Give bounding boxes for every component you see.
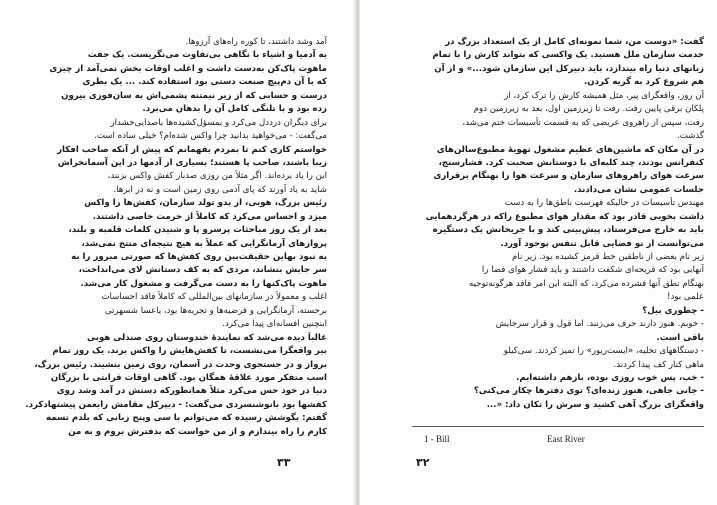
text-line: واقعگرای بزرگ آهی کشید و سرش را تکان داد: «... — [486, 399, 704, 410]
text-line: رئیس بزرگ، هوبی، از بدو تولد سازمان، کفش‌ها را واکس — [84, 198, 327, 209]
text-line: داشت بخوبی قادر بود که مقدار هوای مطبوع راکه در هرگردهمایی — [425, 211, 704, 222]
text-line: اغلب و معمولاً در سازمانهای بین‌المللی که کاملاً فاقد احساسات — [101, 292, 327, 303]
text-line: کارم را راه بیندازم و از من خواست که بدفترش بروم و به من — [68, 426, 327, 437]
text-line: آمد وشد داشتند، تا کوره راه‌های آرزو‌ها. — [185, 37, 327, 47]
text-line: باقی است. — [656, 332, 704, 343]
text-line: هم شروع کرد به گریه کردن. — [584, 77, 704, 88]
text-line: میزد و احساس می‌کرد که کاملاً از حرمت خاصی داشتند. — [92, 211, 327, 222]
text-line: غالباً دیده می‌شد که نمایندهٔ خندوستان روی صندلی هوبی — [87, 332, 327, 343]
footnote-term-east-river: East River — [547, 434, 585, 444]
text-line: باید به خارج می‌فرستاد، پیش‌بینی کند و با جریحانش یک دستگیره — [432, 225, 704, 236]
text-line: اسب متفکر مورد علاقهٔ همگان بود. گاهی اوقات قرابتی با بزرگان — [50, 372, 327, 383]
text-line: علمی بود! — [667, 292, 704, 303]
right-page-number: ۳۲ — [416, 456, 430, 469]
text-line: ماهوت پاک‌کن به‌دست داشت و اغلب اوقات بخش نمی‌آمد از چیزی — [49, 63, 327, 74]
text-line: دنیا در خود حس می‌کرد مثلاً همانطورکه دستش در آمد وشد روی — [56, 386, 327, 397]
left-page-number: ۳۳ — [277, 456, 291, 469]
text-line: اینچنین افسانه‌ای پیدا می‌کرد. — [222, 319, 327, 330]
text-line: برای دیگران درددل می‌کرد و بمسؤل‌کشیده‌ها باصدایی‌خشدار — [110, 117, 327, 128]
left-page-text — [22, 36, 327, 439]
text-line: شاید به یاد آورند که پای آدمی روی زمین است و نه در ابرها. — [113, 184, 327, 195]
text-line: سرعت هوای راهروهای سازمان و سرعت هوا را بهنگام برقراری — [433, 171, 704, 182]
text-line: کفشها بود بانوشنسردی می‌گفت: - دیپرکل مقامش رابعمن پیشنهادکرد. — [25, 399, 327, 410]
text-line: سر جایش بنشاند، مردی که به کف دستانش لای می‌انداخت، — [78, 265, 327, 276]
text-line: گذشت. — [677, 131, 704, 142]
text-line: رفت، سپس از راهروی عریضی که به قسمت تأسیسات ختم می‌شد، — [462, 117, 704, 128]
text-line: آن روز، واقعگرای پیر، مثل همیشه کارش را ترک کرد، از — [504, 90, 704, 101]
text-line: به نبود بهاین حقیقت‌بین روی کفش‌ها که صورتی مبرور را به — [71, 252, 327, 262]
text-line: بهنگام نطق آنها فشرده می‌کرد، که البته این امر فاقد هرگونه‌توجیه — [468, 278, 704, 289]
text-line: جلسات عمومی نشان می‌دادند. — [573, 184, 704, 195]
text-line: زبانهای دنیا راه بیندازد، باید دبیرکل این سازمان شود...» و از آن — [434, 63, 704, 74]
text-line: گفتم: بگوشش رسیده که می‌توانم با سی وپنج زبانی که بلدم تسمه — [45, 413, 327, 424]
text-line: - دستگاههای تخلیه، «ایست‌ریور» را تمیز کردند. سی‌کیلو — [503, 346, 704, 357]
right-page — [360, 0, 717, 505]
right-page-text — [412, 36, 704, 412]
text-line: ماهی کنار کف پیدا کردند. — [613, 359, 704, 370]
text-line: برجسته، آرمانگرایی و فرضیه‌ها و تجربه‌ها بود، یاعسا شسهرتی — [104, 305, 327, 316]
text-line: خدمت سازمان ملل هستید. یک واکسی که بتواند کارش را با تمام — [432, 50, 704, 61]
text-line: ماهوت پاک‌کنها را به دست می‌گرفت و مشغول کار می‌شد. — [80, 278, 327, 289]
footnote-term-bill: Bill — [436, 434, 450, 444]
text-line: پلکان برقی پایین رفت. رفت تا زیرزمین اول، بعد به زیرزمین دوم — [473, 104, 704, 115]
text-line: کنفرانس بودند، چند کلبه‌ای با دوستانش صحبت کرد. فشارسنج، — [438, 157, 704, 168]
text-line: خواستم کاری کنم تا بمردم بفهمانم که پیش از آنکه صاحب افکار — [57, 144, 327, 155]
text-line: می‌توانست از نو فضایی قابل تنفس بوجود آورد. — [500, 238, 704, 249]
text-line: به آدمیا و اشیاء با نگاهی بی‌تفاوت می‌نگریست. یک جفت — [87, 50, 327, 61]
text-line: پروازهای آرمانگرایی که عملاً به هیچ نتیجه‌ای منتج نمی‌شد، — [81, 238, 327, 249]
footnote-number: 1 - — [424, 434, 434, 444]
text-line: درست و حسابی که از زیر نیمتنه پشمی‌اش به سان‌فوزی بیرون — [61, 90, 327, 101]
text-line: - جانی جاهی، هنوز زنده‌ای؟ توی دفترها چکار می‌کنی؟ — [473, 386, 704, 397]
text-line: این را یاد برده‌اند. اگر مثلاً من روزی صدبار کفش واکس بزنند، — [107, 171, 327, 182]
text-line: - چطوری بیل؟ — [642, 305, 704, 316]
text-line: بیر واقعگرا می‌نشست، تا کفش‌هایش را واکس بزند. یک روز تمام — [52, 346, 327, 357]
text-line: می‌گفت: - می‌خواهید بدانید چرا واکس شده‌ام؟ خیلی ساده است. — [94, 131, 327, 142]
footnote — [412, 434, 704, 448]
text-line: مهندس تأسیسات در حالیکه فهرست ناطق‌ها را به دست — [504, 198, 704, 209]
text-line: زده بود و با تلنگی کامل آن را بدهان می‌برد. — [142, 104, 327, 115]
left-page — [0, 0, 357, 505]
text-line: زیر نام بعضی از ناطقین خط قرمز کشیده بود. زیر نام — [512, 252, 704, 262]
text-line: - خوبم. هنوز دارند حرف می‌زنند. اما قول و قرار سرجایش — [495, 319, 704, 330]
text-line: - خب، پس خوب روزی بوده، بازهم داشته‌ایم. — [516, 372, 704, 383]
text-line: بعد از یک روز مباحثات پرسرو پا و شنیدن کلمات قلمبه و بلند، — [68, 225, 327, 236]
text-line: برواز و در جستجوی وحدت در آسمان، روی زمین بنشیند. رئیس بزرگ، — [34, 359, 327, 370]
text-line: زیبا باشند، صاحب پا هستند؛ بسیاری از آدمها در این آسمانخراش — [57, 157, 327, 168]
text-line: گفت: «دوست من، شما نمونه‌ای کامل از یک استعداد بزرگ در — [445, 37, 704, 47]
footnote-rule — [412, 426, 704, 427]
text-line: در آن مکان که ماشین‌های عظیم مشغول تهویهٔ مطبوع‌سالن‌های — [436, 144, 704, 155]
text-line: که با آن دم‌پیچ صنعت دستی بود استفاده کند. ... یک بطری — [82, 77, 327, 88]
text-line: آنهایی بود که قریحه‌ای شکفت داشتند و باید فشار هوای فضا را — [481, 265, 704, 276]
